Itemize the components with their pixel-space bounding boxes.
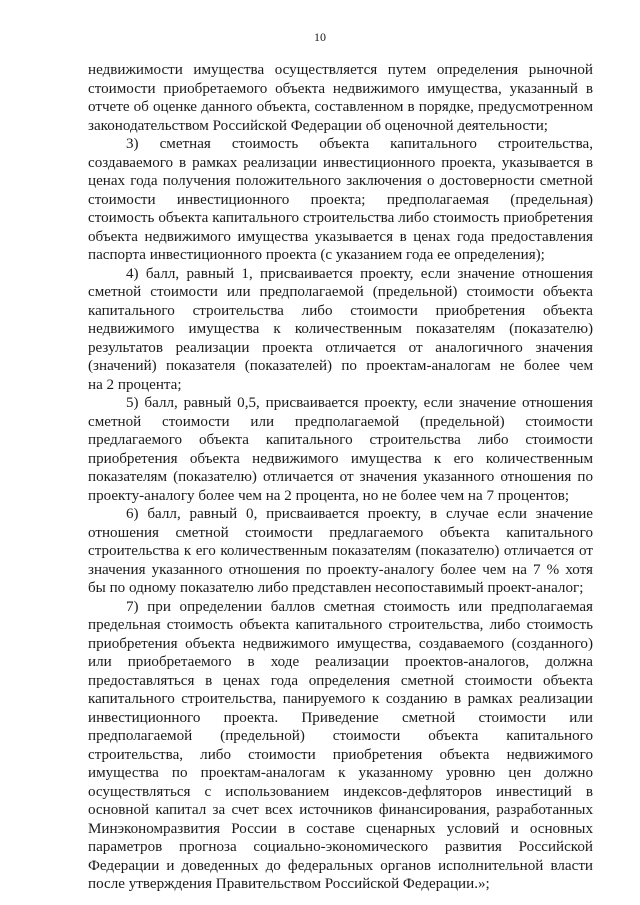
text-line: результатов реализации проекта отличается от аналогичного значения (88, 339, 593, 356)
text-line: имущества по проектам-аналогам к указанному уровню цен должно (88, 765, 593, 781)
text-line: или приобретаемого в ходе реализации проектов-аналогов, должна (88, 654, 593, 670)
text-line: недвижимости имущества осуществляется путем определения рыночной (88, 62, 593, 78)
text-line: предельная стоимость объекта капитального строительства, либо стоимость (88, 617, 593, 633)
text-line: объекта недвижимого имущества указывается в ценах года предоставления (88, 228, 593, 245)
text-line: 3) сметная стоимость объекта капитального строительства, (126, 136, 593, 152)
text-line: предполагаемой (предельной) стоимости объекта капитального (88, 728, 593, 744)
text-line: капитального строительства либо стоимости приобретения объекта (88, 302, 593, 319)
text-line: значения указанного отношения по проекту-аналогу более чем на 7 % хотя (88, 561, 593, 578)
text-line: строительства к его количественным показателям (показателю) отличается от (88, 543, 593, 559)
text-line: законодательством Российской Федерации об оценочной деятельности; (88, 117, 549, 134)
text-line: недвижимого имущества к количественным показателям (показателю) (88, 321, 593, 337)
text-line: инвестиционного проекта. Приведение сметной стоимости или (88, 709, 593, 726)
text-line: стоимость объекта капитального строительства либо стоимость приобретения (88, 210, 593, 226)
text-line: приобретения объекта недвижимого имущества к его количественным (88, 450, 593, 467)
text-line: ценах года получения положительного заключения о достоверности сметной (88, 173, 593, 189)
document-body (88, 61, 593, 894)
text-line: создаваемого в рамках реализации инвестиционного проекта, указывается в (88, 154, 593, 171)
text-line: отношения сметной стоимости предлагаемого объекта капитального (88, 524, 593, 541)
text-line: строительства, либо стоимости приобретения объекта недвижимого (88, 746, 593, 763)
text-line: бы по одному показателю либо представлен несопоставимый проект-аналог; (88, 580, 584, 596)
text-line: осуществляться с использованием индексов-дефляторов инвестиций в (88, 783, 593, 800)
text-line: сметной стоимости или предполагаемой (предельной) стоимости объекта (88, 284, 593, 300)
text-line: отчете об оценке данного объекта, составленном в порядке, предусмотренном (88, 99, 593, 115)
text-line: 7) при определении баллов сметная стоимость или предполагаемая (126, 598, 593, 615)
text-line: основной капитал за счет всех источников финансирования, разработанных (88, 802, 593, 818)
text-line: на 2 процента; (88, 376, 182, 393)
text-line: после утверждения Правительством Российской Федерации.»; (88, 876, 490, 892)
text-line: сметной стоимости или предполагаемой (предельной) стоимости (88, 413, 593, 430)
text-line: (значений) показателя (показателей) по проектам-аналогам не более чем (88, 358, 593, 374)
text-line: предоставляться в ценах года определения сметной стоимости объекта (88, 672, 593, 689)
text-line: показателям (показателю) отличается от значения указанного отношения по (88, 469, 593, 485)
text-line: стоимости приобретаемого объекта недвижимого имущества, указанный в (88, 80, 593, 97)
text-line: 5) балл, равный 0,5, присваивается проекту, если значение отношения (126, 395, 593, 411)
text-line: приобретения объекта недвижимого имущества, создаваемого (созданного) (88, 635, 593, 652)
text-line: Минэкономразвития России в составе сценарных условий и основных (88, 820, 593, 837)
text-line: стоимости инвестиционного проекта; предполагаемая (предельная) (88, 191, 593, 208)
text-line: 6) балл, равный 0, присваивается проекту, в случае если значение (126, 506, 593, 522)
text-line: капитального строительства, панируемого к созданию в рамках реализации (88, 691, 593, 707)
text-line: Федерации и доведенных до федеральных органов исполнительной власти (88, 857, 593, 874)
text-line: паспорта инвестиционного проекта (с указанием года ее определения); (88, 247, 545, 263)
text-line: проекту-аналогу более чем на 2 процента, но не более чем на 7 процентов; (88, 487, 570, 504)
text-line: предлагаемого объекта капитального строительства либо стоимости (88, 432, 593, 448)
text-line: параметров прогноза социально-экономического развития Российской (88, 839, 593, 855)
page-number: 10 (314, 30, 326, 44)
text-line: 4) балл, равный 1, присваивается проекту, если значение отношения (126, 265, 593, 282)
